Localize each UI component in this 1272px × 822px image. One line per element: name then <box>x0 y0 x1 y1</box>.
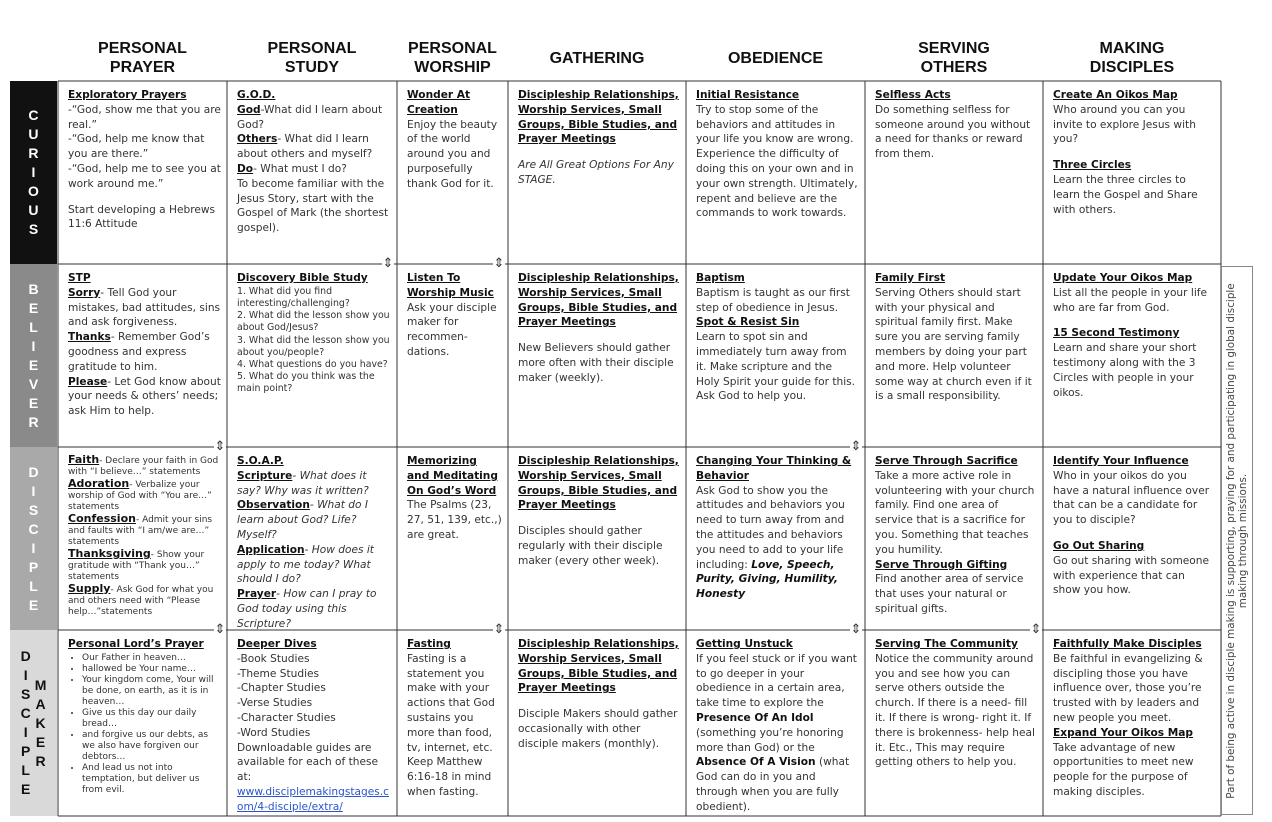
cell-text: Enjoy the beauty of the world around you and purposefully thank God for it. <box>407 118 498 190</box>
cell-title: Selfless Acts <box>875 89 951 101</box>
cell-text: List all the people in your life who are far from God. <box>1053 286 1208 314</box>
cell-disciple-making <box>1043 447 1221 630</box>
cell-title: STP <box>68 272 91 284</box>
cell-text: Take a more active role in volunteering with your church family. Find one area of service that is a sacrifice for you. Something that teaches you humility. <box>875 469 1035 556</box>
cell-subtitle: 15 Second Testimony <box>1053 327 1180 340</box>
cell-text: Be faithful in evangelizing & discipling those you have influence over, those you’re trusted with by leaders and new people you meet. <box>1053 652 1203 724</box>
cell-text: Learn and share your short testimony along with the 3 Circles with people in your oikos. <box>1053 342 1197 399</box>
god-line: God-What did I learn about God? <box>237 103 383 131</box>
cell-maker-prayer <box>58 630 227 816</box>
cell-disciple-gathering <box>508 447 686 630</box>
cell-believer-worship <box>397 264 508 447</box>
study-item: -Book Studies <box>237 652 310 665</box>
cell-maker-worship <box>397 630 508 816</box>
cell-title: Serving The Community <box>875 638 1018 650</box>
list-item: • And lead us not into temptation, but deliver us from evil. <box>82 763 221 796</box>
study-question: 1. What did you find interesting/challenging? <box>237 285 350 309</box>
cell-subtitle: Serve Through Gifting <box>875 558 1008 571</box>
prayer-line: -“God, help me know that you are there.” <box>68 133 205 161</box>
study-item: -Theme Studies <box>237 667 320 680</box>
cell-maker-making <box>1043 630 1221 816</box>
stage-band-curious <box>10 81 57 264</box>
cell-title: Deeper Dives <box>237 638 317 650</box>
cell-title: Getting Unstuck <box>696 638 793 650</box>
cell-maker-gathering <box>508 630 686 816</box>
cell-text: Learn the three circles to learn the Gospel and Share with others. <box>1053 173 1198 216</box>
cell-believer-making <box>1043 264 1221 447</box>
cell-title: G.O.D. <box>237 89 276 101</box>
header-obedience: OBEDIENCE <box>727 49 824 67</box>
header-serving-others: SERVING OTHERS <box>918 40 990 76</box>
cell-believer-study <box>227 264 397 447</box>
header-personal-study: PERSONAL STUDY <box>267 40 357 76</box>
cell-maker-serving <box>865 630 1043 816</box>
cell-maker-study <box>227 630 397 816</box>
faith-line: Faith- Declare your faith in God with “I believe…” statements <box>68 453 219 477</box>
cell-disciple-prayer <box>58 447 227 630</box>
cell-text: The Psalms (23, 27, 51, 139, etc.,) are great. <box>407 499 502 541</box>
cell-text: Downloadable guides are available for each of these at: <box>237 741 379 784</box>
list-item: • Give us this day our daily bread… <box>82 708 221 730</box>
stage-letters-disciple-a: D I S C I P L E <box>20 648 31 797</box>
cell-title: Discipleship Relationships, Worship Services, Small Groups, Bible Studies, and Prayer Meetings <box>518 638 679 695</box>
cell-text: Try to stop some of the behaviors and attitudes in your life you know are wrong. Experience the difficulty of doing this on your own and in your own strength. Ultimately, repent and believe are the commands to work towards. <box>696 103 858 220</box>
cell-title: Fasting <box>407 638 451 650</box>
sorry-line: Sorry- Tell God your mistakes, bad attitudes, sins and ask forgiveness. <box>68 286 221 329</box>
cell-text: Ask your disciple maker for recommen-dations. <box>407 301 497 358</box>
cell-title: Personal Lord’s Prayer <box>68 638 204 650</box>
cell-title: Discipleship Relationships, Worship Services, Small Groups, Bible Studies, and Prayer Meetings <box>518 89 679 146</box>
scripture-line: Scripture- What does it say? Why was it written? <box>237 469 369 497</box>
double-arrow-icon: ⇕ <box>493 622 505 637</box>
study-question: 3. What did the lesson show you about you/people? <box>237 334 390 358</box>
cell-disciple-serving <box>865 447 1043 630</box>
cell-title: Initial Resistance <box>696 89 800 101</box>
confession-line: Confession- Admit your sins and faults with “I am/we are…” statements <box>68 512 213 547</box>
cell-title: S.O.A.P. <box>237 455 284 467</box>
cell-believer-obedience <box>686 264 865 447</box>
cell-believer-gathering <box>508 264 686 447</box>
cell-footer: To become familiar with the Jesus Story, start with the Gospel of Mark (the shortest gospel). <box>237 177 389 235</box>
cell-title: Listen To Worship Music <box>407 272 494 299</box>
cell-text: Ask God to show you the attitudes and behaviors you need to turn away from and the attitudes and behaviors you need to add to your life including: Love, Speech, Purity, Giving, Humility, Honesty <box>696 484 845 601</box>
cell-text: Learn to spot sin and immediately turn away from it. Make scripture and the Holy Spirit your guide for this. Ask God to help you. <box>696 331 856 403</box>
cell-subtitle: Expand Your Oikos Map <box>1053 726 1193 739</box>
lords-prayer-list <box>68 653 221 796</box>
cell-note: New Believers should gather more often with their disciple maker (weekly). <box>518 342 674 384</box>
prayer-line: -“God, show me that you are real.” <box>68 103 221 131</box>
study-question: 5. What do you think was the main point? <box>237 371 375 395</box>
cell-text: Notice the community around you and see how you can serve others outside the church. If there is a need- fill it. If there is wrong- right it. If there is brokenness- help heal it. Etc., This may require getting others to help you. <box>875 652 1035 769</box>
stage-letters-maker: M A K E R <box>34 676 47 769</box>
prayer-line: -“God, help me to see you at work around me.” <box>68 162 221 190</box>
list-item: • and forgive us our debts, as we also have forgiven our debtors… <box>82 730 221 763</box>
stage-band-believer <box>10 264 57 447</box>
do-line: Do- What must I do? <box>237 162 347 175</box>
study-question: 2. What did the lesson show you about God/Jesus? <box>237 310 390 334</box>
cell-disciple-obedience <box>686 447 865 630</box>
double-arrow-icon: ⇕ <box>850 439 862 454</box>
cell-curious-serving <box>865 81 1043 264</box>
cell-title: Memorizing and Meditating On God’s Word <box>407 455 498 497</box>
cell-title: Identify Your Influence <box>1053 455 1189 467</box>
others-line: Others- What did I learn about others and myself? <box>237 133 373 161</box>
cell-title: Faithfully Make Disciples <box>1053 638 1202 650</box>
cell-believer-serving <box>865 264 1043 447</box>
cell-believer-prayer <box>58 264 227 447</box>
list-item: • Our Father in heaven… <box>82 653 221 664</box>
cell-title: Family First <box>875 272 946 284</box>
prayer-line: Prayer- How can I pray to God today using this Scripture? <box>237 588 377 630</box>
study-item: -Chapter Studies <box>237 682 326 695</box>
header-making-disciples: MAKING DISCIPLES <box>1089 40 1175 76</box>
cell-curious-worship <box>397 81 508 264</box>
double-arrow-icon: ⇕ <box>214 439 226 454</box>
cell-title: Update Your Oikos Map <box>1053 272 1193 284</box>
list-item: • Your kingdom come, Your will be done, on earth, as it is in heaven… <box>82 675 221 708</box>
header-personal-worship: PERSONAL WORSHIP <box>408 40 497 76</box>
adoration-line: Adoration- Verbalize your worship of God with “You are…” statements <box>68 477 212 512</box>
please-line: Please- Let God know about your needs & others’ needs; ask Him to help. <box>68 375 221 418</box>
cell-title: Discipleship Relationships, Worship Services, Small Groups, Bible Studies, and Prayer Meetings <box>518 455 679 512</box>
cell-subtitle: Go Out Sharing <box>1053 539 1145 552</box>
study-item: -Word Studies <box>237 726 311 739</box>
cell-title: Discovery Bible Study <box>237 272 368 284</box>
cell-text: Fasting is a statement you make with your actions that God sustains you more than food, tv, internet, etc. Keep Matthew 6:16-18 in mind when fasting. <box>407 652 495 798</box>
side-note-box <box>1221 266 1253 815</box>
side-note-text: Part of being active in disciple making is supporting, praying for and participating in global disciple making through missions. <box>1225 282 1249 799</box>
cell-subtitle: Three Circles <box>1053 159 1132 172</box>
double-arrow-icon: ⇕ <box>1030 622 1042 637</box>
study-question: 4. What questions do you have? <box>237 359 388 371</box>
observation-line: Observation- What do I learn about God? Life? Myself? <box>237 499 368 541</box>
double-arrow-icon: ⇕ <box>382 256 394 271</box>
cell-text: Go out sharing with someone with experience that can show you how. <box>1053 554 1209 597</box>
list-item: • hallowed be Your name… <box>82 664 221 675</box>
double-arrow-icon: ⇕ <box>493 256 505 271</box>
cell-curious-prayer <box>58 81 227 264</box>
cell-note: Disciples should gather regularly with their disciple maker (every other week). <box>518 525 663 567</box>
header-gathering: GATHERING <box>549 49 645 67</box>
cell-title: Discipleship Relationships, Worship Services, Small Groups, Bible Studies, and Prayer Meetings <box>518 272 679 329</box>
cell-text: Baptism is taught as our first step of obedience in Jesus. <box>696 286 850 314</box>
cell-text: Serving Others should start with your physical and spiritual family first. Make sure you are serving family members by doing your part and more. Help volunteer some way at church even if it is a small responsibility. <box>875 286 1032 403</box>
cell-disciple-worship <box>397 447 508 630</box>
stage-letters-disciple: D I S C I P L E <box>28 463 39 613</box>
cell-curious-obedience <box>686 81 865 264</box>
cell-title: Create An Oikos Map <box>1053 89 1178 101</box>
cell-text: Who around you can you invite to explore Jesus with you? <box>1053 103 1196 146</box>
cell-note: Are All Great Options For Any STAGE. <box>518 159 674 186</box>
double-arrow-icon: ⇕ <box>850 622 862 637</box>
cell-text: Who in your oikos do you have a natural influence over that can be a candidate for you to disciple? <box>1053 469 1210 527</box>
cell-title: Wonder At Creation <box>407 89 471 116</box>
application-line: Application- How does it apply to me today? What should I do? <box>237 543 374 586</box>
cell-title: Changing Your Thinking & Behavior <box>696 455 852 482</box>
cell-disciple-study <box>227 447 397 630</box>
thanksgiving-line: Thanksgiving- Show your gratitude with “Thank you…” statements <box>68 547 205 582</box>
stage-band-disciple-maker <box>10 630 57 816</box>
cell-curious-study <box>227 81 397 264</box>
cell-title: Serve Through Sacrifice <box>875 455 1018 467</box>
supply-line: Supply- Ask God for what you and others need with “Please help…”statements <box>68 582 214 617</box>
cell-curious-gathering <box>508 81 686 264</box>
thanks-line: Thanks- Remember God’s goodness and express gratitude to him. <box>68 331 210 373</box>
double-arrow-icon: ⇕ <box>214 622 226 637</box>
stage-letters-curious: C U R I O U S <box>28 107 39 237</box>
cell-text: Do something selfless for someone around you without a need for thanks or reward from them. <box>875 103 1031 161</box>
guides-link[interactable]: www.disciplemakingstages.com/4-disciple/extra/ <box>237 785 389 813</box>
cell-subtitle: Spot & Resist Sin <box>696 316 800 329</box>
cell-maker-obedience <box>686 630 865 816</box>
stage-band-disciple <box>10 447 57 630</box>
cell-title: Baptism <box>696 272 745 284</box>
cell-footer: Start developing a Hebrews 11:6 Attitude <box>68 203 216 231</box>
cell-text: If you feel stuck or if you want to go deeper in your obedience in a certain area, take time to explore the Presence Of An Idol (something you’re honoring more than God) or the Absence Of A Vision (what God can do in you and through when you are fully obedient). <box>696 652 857 813</box>
study-item: -Verse Studies <box>237 697 313 710</box>
study-item: -Character Studies <box>237 711 336 724</box>
cell-title: Exploratory Prayers <box>68 89 187 101</box>
cell-note: Disciple Makers should gather occasionally with other disciple makers (monthly). <box>518 708 678 750</box>
header-personal-prayer: PERSONAL PRAYER <box>98 40 187 76</box>
stage-letters-believer: B E L I E V E R <box>28 280 39 430</box>
cell-curious-making <box>1043 81 1221 264</box>
cell-text: Take advantage of new opportunities to meet new people for the purpose of making disciples. <box>1053 741 1194 798</box>
cell-text: Find another area of service that uses your natural or spiritual gifts. <box>875 573 1024 615</box>
